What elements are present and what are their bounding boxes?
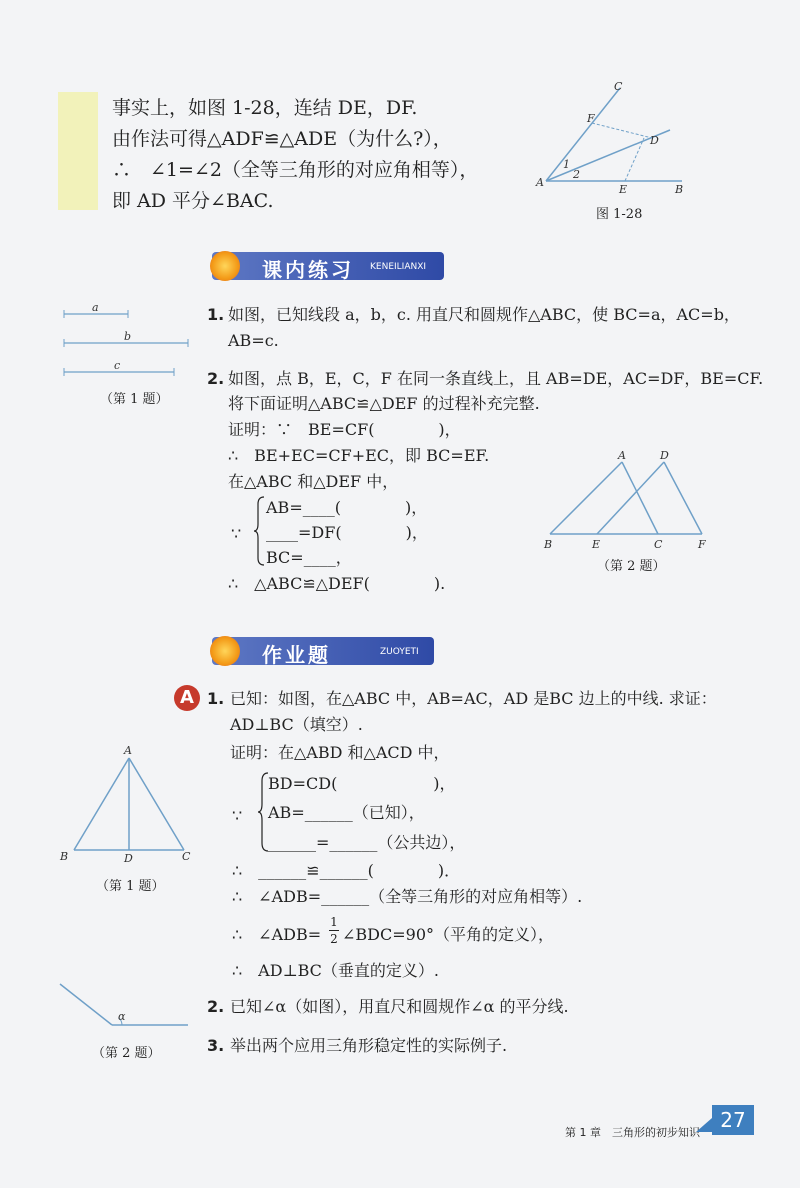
angle-alpha-label: α <box>118 1010 126 1023</box>
ex-q2-line-4: ∴ BE+EC=CF+EC，即 BC=EF. <box>228 446 490 465</box>
label-B: B <box>675 183 684 196</box>
chapter-footer: 第 1 章 三角形的初步知识 <box>565 1126 700 1139</box>
segment-FD <box>592 123 652 138</box>
fraction-bar <box>329 930 339 931</box>
exercise-figure-1-segments <box>58 300 198 370</box>
hw-fig1-label-C: C <box>182 850 191 863</box>
hw-fig1-label-A: A <box>124 744 132 757</box>
label-E: E <box>619 183 628 196</box>
hw-q1-brace-line-2: AB=______（已知）， <box>268 803 425 822</box>
intro-line-4: 即 AD 平分∠BAC. <box>112 190 274 212</box>
hw-q2-text: 已知∠α（如图），用直尺和圆规作∠α 的平分线. <box>230 997 569 1016</box>
segment-a-label: a <box>92 301 99 314</box>
ray-AC <box>546 88 620 181</box>
ex-q2-line-9: ∴ △ABC≌△DEF( ). <box>228 574 446 593</box>
label-A: A <box>536 176 544 189</box>
ex-q2-line-3: 证明：∵ BE=CF( )， <box>228 420 461 439</box>
intro-line-1: 事实上，如图 1-28，连结 DE，DF. <box>112 97 418 119</box>
fraction-denominator: 2 <box>330 932 338 946</box>
ex-q2-because: ∵ <box>231 524 242 543</box>
fig2-label-B: B <box>544 538 553 551</box>
banner-homework <box>212 637 434 665</box>
segment-b-label: b <box>124 330 132 343</box>
homework-figure-1-caption: （第 1 题） <box>96 879 165 894</box>
hw-q1-line-2: AD⊥BC（填空）. <box>230 715 363 734</box>
fraction-numerator: 1 <box>330 915 338 929</box>
ex-q1-number: 1. <box>207 305 225 324</box>
sun-icon <box>210 251 240 281</box>
banner-title: 课内练习 <box>262 258 354 282</box>
hw-q1-line-1: 已知：如图，在△ABC 中，AB=AC，AD 是BC 边上的中线. 求证： <box>230 689 717 708</box>
hw-q1-because: ∵ <box>232 806 243 825</box>
ex-q2-brace-line-1: AB=____( )， <box>266 498 428 517</box>
level-a-badge: A <box>174 685 200 711</box>
ex-q2-line-5: 在△ABC 和△DEF 中， <box>228 472 399 491</box>
label-F: F <box>587 112 595 125</box>
hw-q3-number: 3. <box>207 1036 225 1055</box>
banner-in-class-exercise <box>212 252 444 280</box>
hw-q3-text: 举出两个应用三角形稳定性的实际例子. <box>230 1036 508 1055</box>
banner2-subtitle: ZUOYETI <box>380 647 419 657</box>
ex-q1-line-1: 如图，已知线段 a，b，c. 用直尺和圆规作△ABC，使 BC=a，AC=b， <box>228 305 740 324</box>
hw-q1-line-3: 证明：在△ABD 和△ACD 中， <box>230 743 450 762</box>
intro-line-2: 由作法可得△ADF≌△ADE（为什么?）， <box>112 128 452 150</box>
homework-figure-2-caption: （第 2 题） <box>92 1046 161 1061</box>
hw-q1-line-9-end: ∠BDC=90°（平角的定义）， <box>342 925 555 944</box>
exercise-figure-2 <box>540 449 710 551</box>
segment-c-label: c <box>114 359 121 372</box>
intro-line-3: ∴ ∠1=∠2（全等三角形的对应角相等）， <box>112 159 479 181</box>
highlight-bar <box>58 92 98 210</box>
ex-q2-line-1: 如图，点 B，E，C，F 在同一条直线上，且 AB=DE，AC=DF，BE=CF. <box>228 369 764 388</box>
homework-figure-2-angle-alpha <box>58 982 198 1032</box>
hw-q1-brace-line-1: BD=CD( )， <box>268 774 456 793</box>
banner2-title: 作业题 <box>262 643 331 667</box>
label-C: C <box>614 80 623 93</box>
ex-q2-number: 2. <box>207 369 225 388</box>
ex-q2-brace <box>254 496 266 566</box>
hw-q1-number: 1. <box>207 689 225 708</box>
hw-q1-line-9-start: ∴ ∠ADB= <box>232 925 322 944</box>
ex-q1-line-2: AB=c. <box>228 331 279 350</box>
hw-q1-line-8: ∴ ∠ADB=______（全等三角形的对应角相等）. <box>232 887 583 906</box>
fig2-label-D: D <box>660 449 669 462</box>
hw-q2-number: 2. <box>207 997 225 1016</box>
fig2-label-F: F <box>698 538 706 551</box>
ex-q2-brace-line-3: BC=____， <box>266 548 352 567</box>
fig2-label-C: C <box>654 538 663 551</box>
exercise-figure-2-caption: （第 2 题） <box>597 559 666 574</box>
label-1: 1 <box>563 158 570 171</box>
label-2: 2 <box>573 168 580 181</box>
hw-fig1-label-B: B <box>60 850 69 863</box>
hw-q1-line-10: ∴ AD⊥BC（垂直的定义）. <box>232 961 439 980</box>
ex-q2-line-2: 将下面证明△ABC≌△DEF 的过程补充完整. <box>228 394 540 413</box>
fig2-label-E: E <box>592 538 601 551</box>
label-D: D <box>650 134 659 147</box>
hw-q1-line-7: ∴ ______≌______( )． <box>232 861 461 880</box>
homework-figure-1 <box>58 740 198 865</box>
exercise-figure-1-caption: （第 1 题） <box>100 392 169 407</box>
banner-subtitle: KENEILIANXI <box>370 262 427 272</box>
hw-q1-brace-line-3: ______=______（公共边）， <box>268 833 466 852</box>
page-number: 27 <box>712 1105 754 1135</box>
fig2-label-A: A <box>618 449 626 462</box>
sun-icon <box>210 636 240 666</box>
hw-fig1-label-D: D <box>124 852 133 865</box>
figure-1-28 <box>530 80 700 195</box>
figure-1-28-caption: 图 1-28 <box>596 207 643 222</box>
ex-q2-brace-line-2: ____=DF( )， <box>266 523 428 542</box>
